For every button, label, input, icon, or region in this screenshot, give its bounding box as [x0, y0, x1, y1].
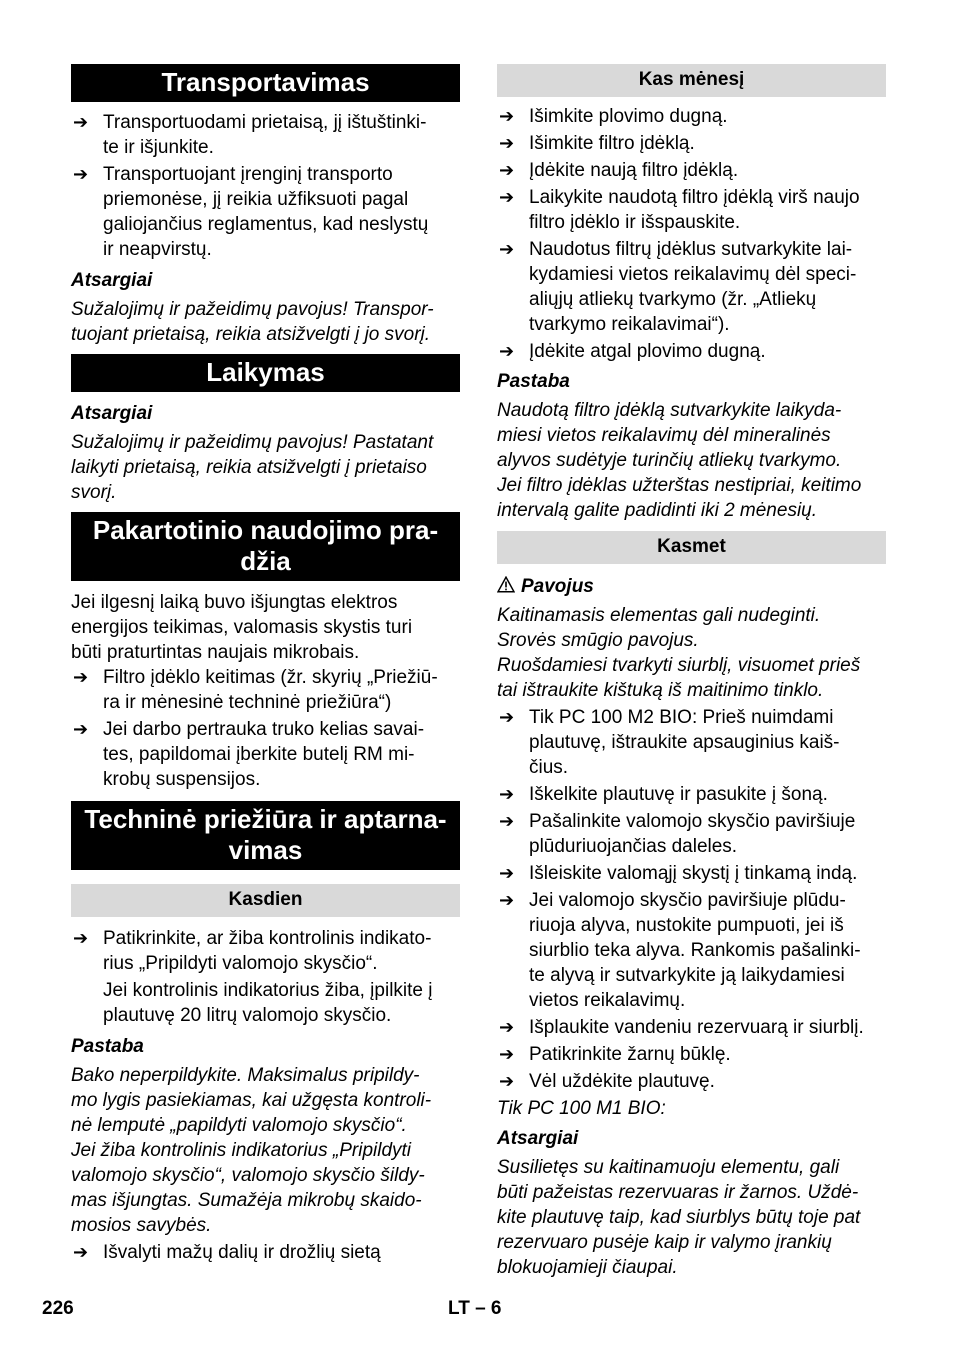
yearly-caution-label: Atsargiai [497, 1128, 579, 1149]
storage-caution-label: Atsargiai [71, 403, 153, 424]
monthly-bullet-4: ➔ Laikykite naudotą filtro įdėklą virš naujo filtro įdėklo ir išspauskite. [499, 187, 860, 233]
heading-transport: Transportavimas [71, 64, 460, 102]
arrow-right-icon: ➔ [499, 784, 515, 804]
monthly-bullet-2: ➔ Išimkite filtro įdėklą. [499, 133, 695, 154]
arrow-right-icon: ➔ [73, 164, 89, 184]
yearly-danger-label: Pavojus [497, 574, 886, 599]
left-column [71, 64, 460, 1265]
restart-text: Jei ilgesnį laiką buvo išjungtas elektros energijos teikimas, valomasis skystis turi būti praturtintas naujais mikrobais. [71, 592, 413, 663]
heading-monthly: Kas mėnesį [497, 64, 886, 97]
yearly-bullet-2: ➔ Iškelkite plautuvę ir pasukite į šoną. [499, 784, 828, 805]
arrow-right-icon: ➔ [499, 187, 515, 207]
heading-storage: Laikymas [71, 354, 460, 392]
yearly-bullet-1: ➔ Tik PC 100 M2 BIO: Prieš nuimdami plautuvę, ištraukite apsauginius kaiš- čius. [499, 707, 840, 778]
yearly-bullet-8: ➔ Vėl uždėkite plautuvę. [499, 1071, 715, 1092]
arrow-right-icon: ➔ [499, 133, 515, 153]
daily-note-text: Bako neperpildykite. Maksimalus pripildy- mo lygis pasiekiamas, kai užgęsta kontroli- nė lemputė „papildyti valomojo skysčio“. Jei žiba kontrolinis indikatorius „Pripildyti valomojo skysčio“, valomojo skysčio šildy- mas išjungtas. Sumažėja mikrobų skaido- mosios savybės. [71, 1065, 432, 1236]
restart-bullet-1: ➔ Filtro įdėklo keitimas (žr. skyrių „Priežiū- ra ir mėnesinė techninė priežiūra“) [73, 667, 438, 713]
daily-bullet-1: ➔ Patikrinkite, ar žiba kontrolinis indikato- rius „Pripildyti valomojo skysčio“. [73, 928, 432, 974]
transport-bullet-2: ➔ Transportuojant įrenginį transporto priemonėse, jį reikia užfiksuoti pagal galiojančius reglamentus, kad neslystų ir neapvirstų. [73, 164, 429, 260]
yearly-bullet-5: ➔ Jei valomojo skysčio paviršiuje plūdu- riuoja alyva, nustokite pumpuoti, jei iš siurblio teka alyva. Rankomis pašalinki- te alyvą ir sutvarkykite ją laikydamiesi vietos reikalavimų. [499, 890, 861, 1011]
heading-yearly: Kasmet [497, 531, 886, 564]
yearly-m1-text: Tik PC 100 M1 BIO: [497, 1098, 666, 1119]
arrow-right-icon: ➔ [499, 707, 515, 727]
warning-triangle-icon [497, 574, 521, 599]
language-page-label: LT – 6 [448, 1298, 502, 1319]
monthly-note-text: Naudotą filtro įdėklą sutvarkykite laikyda- miesi vietos reikalavimų dėl mineralinės alyvos sudėtyje turinčių atliekų tvarkymo. Jei filtro įdėklas užterštas nestipriai, keitimo intervalą galite padidinti iki 2 mėnesių. [497, 400, 862, 521]
transport-caution-text: Sužalojimų ir pažeidimų pavojus! Transpor- tuojant prietaisą, reikia atsižvelgti į jo svorį. [71, 299, 434, 345]
monthly-bullet-1: ➔ Išimkite plovimo dugną. [499, 106, 728, 127]
arrow-right-icon: ➔ [499, 863, 515, 883]
right-column [497, 64, 886, 1280]
daily-bullet-2: ➔ Išvalyti mažų dalių ir drožlių sietą [73, 1242, 381, 1263]
arrow-right-icon: ➔ [499, 341, 515, 361]
yearly-bullet-4: ➔ Išleiskite valomąjį skystį į tinkamą indą. [499, 863, 858, 884]
page-number: 226 [42, 1298, 74, 1319]
arrow-right-icon: ➔ [499, 1071, 515, 1091]
monthly-bullet-6: ➔ Įdėkite atgal plovimo dugną. [499, 341, 766, 362]
arrow-right-icon: ➔ [73, 112, 89, 132]
transport-caution-label: Atsargiai [71, 270, 153, 291]
yearly-bullet-3: ➔ Pašalinkite valomojo skysčio paviršiuje plūduriuojančias daleles. [499, 811, 856, 857]
yearly-bullet-7: ➔ Patikrinkite žarnų būklę. [499, 1044, 731, 1065]
daily-indent-text: Jei kontrolinis indikatorius žiba, įpilkite į plautuvę 20 litrų valomojo skysčio. [103, 980, 433, 1026]
arrow-right-icon: ➔ [499, 1044, 515, 1064]
arrow-right-icon: ➔ [499, 239, 515, 259]
yearly-bullet-6: ➔ Išplaukite vandeniu rezervuarą ir siurblį. [499, 1017, 864, 1038]
arrow-right-icon: ➔ [73, 719, 89, 739]
arrow-right-icon: ➔ [73, 667, 89, 687]
storage-caution-text: Sužalojimų ir pažeidimų pavojus! Pastatant laikyti prietaisą, reikia atsižvelgti į prietaiso svorį. [71, 432, 434, 503]
arrow-right-icon: ➔ [499, 890, 515, 910]
arrow-right-icon: ➔ [499, 811, 515, 831]
daily-note-label: Pastaba [71, 1036, 144, 1057]
transport-bullet-1: ➔ Transportuodami prietaisą, jį ištuštinki- te ir išjunkite. [73, 112, 427, 158]
arrow-right-icon: ➔ [73, 928, 89, 948]
arrow-right-icon: ➔ [499, 1017, 515, 1037]
yearly-danger-text: Kaitinamasis elementas gali nudeginti. Srovės smūgio pavojus. Ruošdamiesi tvarkyti siurblį, visuomet prieš tai ištraukite kištuką iš maitinimo tinklo. [497, 605, 861, 701]
monthly-bullet-3: ➔ Įdėkite naują filtro įdėklą. [499, 160, 739, 181]
heading-maintenance: Techninė priežiūra ir aptarna- vimas [71, 801, 460, 870]
arrow-right-icon: ➔ [499, 160, 515, 180]
heading-daily: Kasdien [71, 884, 460, 917]
arrow-right-icon: ➔ [499, 106, 515, 126]
restart-bullet-2: ➔ Jei darbo pertrauka truko kelias savai- tes, papildomai įberkite butelį RM mi- krobų suspensijos. [73, 719, 425, 790]
heading-restart: Pakartotinio naudojimo pra- džia [71, 512, 460, 581]
monthly-note-label: Pastaba [497, 371, 570, 392]
yearly-caution-text: Susilietęs su kaitinamuoju elementu, gali būti pažeistas rezervuaras ir žarnos. Uždė- kite plautuvę taip, kad siurblys būtų toje pat rezervuaro pusėje kaip ir valymo įrankių blokuojamieji čiaupai. [497, 1157, 861, 1278]
monthly-bullet-5: ➔ Naudotus filtrų įdėklus sutvarkykite lai- kydamiesi vietos reikalavimų dėl speci- aliųjų atliekų tvarkymo (žr. „Atliekų tvarkymo reikalavimai“). [499, 239, 857, 335]
arrow-right-icon: ➔ [73, 1242, 89, 1262]
